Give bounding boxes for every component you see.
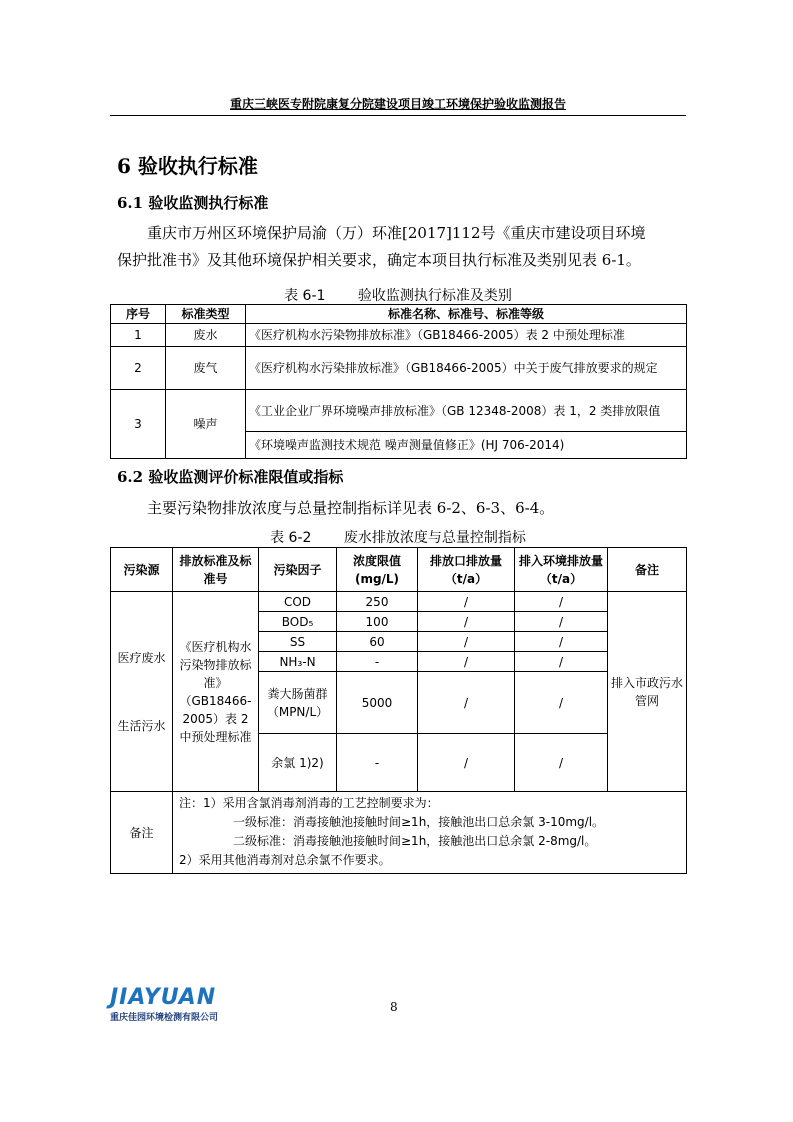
outlet-discharge: /	[418, 734, 515, 792]
paragraph-line-2: 保护批准书》及其他环境保护相关要求，确定本项目执行标准及类别见表 6-1。	[117, 251, 641, 269]
note-line: 二级标准：消毒接触池接触时间≥1h，接触池出口总余氯 2-8mg/l。	[233, 834, 597, 848]
notes-cell	[173, 792, 687, 874]
subsection-6-2-paragraph: 主要污染物排放浓度与总量控制指标详见表 6-2、6-3、6-4。	[147, 499, 555, 517]
subsection-6-2-heading: 6.2 验收监测评价标准限值或指标	[117, 468, 344, 486]
table-6-1	[110, 304, 687, 459]
table-row	[111, 324, 687, 347]
table-row	[111, 592, 687, 612]
row-number: 2	[111, 347, 166, 390]
pollution-factor: 粪大肠菌群（MPN/L）	[259, 672, 337, 734]
table-row	[111, 347, 687, 390]
table-header-cell: 污染因子	[259, 548, 337, 592]
section-heading: 6 验收执行标准	[117, 154, 258, 178]
standard-name: 《环境噪声监测技术规范 噪声测量值修正》(HJ 706-2014)	[246, 432, 687, 459]
standard-name: 《医疗机构水污染排放标准》（GB18466-2005）中关于废气排放要求的规定	[246, 347, 687, 390]
concentration-limit: 100	[337, 612, 418, 632]
standard-name: 《工业企业厂界环境噪声排放标准》（GB 12348-2008）表 1，2 类排放限值	[246, 390, 687, 432]
note-line: 注：1）采用含氯消毒剂消毒的工艺控制要求为：	[179, 796, 439, 810]
concentration-limit: -	[337, 652, 418, 672]
pollution-source-cell	[111, 592, 173, 792]
concentration-limit: -	[337, 734, 418, 792]
outlet-discharge: /	[418, 632, 515, 652]
paragraph-line-1: 重庆市万州区环境保护局渝（万）环准[2017]112号《重庆市建设项目环境	[147, 224, 646, 242]
table-header-cell: 污染源	[111, 548, 173, 592]
subsection-6-1-heading: 6.1 验收监测执行标准	[117, 194, 269, 212]
note-line: 一级标准：消毒接触池接触时间≥1h，接触池出口总余氯 3-10mg/l。	[233, 815, 605, 829]
environment-discharge: /	[515, 612, 608, 632]
page-number: 8	[390, 1000, 398, 1014]
table-header-cell: 排入环境排放量（t/a）	[515, 548, 608, 592]
table-6-2-caption	[110, 527, 686, 547]
report-header: 重庆三峡医专附院康复分院建设项目竣工环境保护验收监测报告	[229, 97, 566, 111]
environment-discharge: /	[515, 592, 608, 612]
outlet-discharge: /	[418, 612, 515, 632]
pollution-source-domestic: 生活污水	[117, 718, 166, 733]
table-6-1-caption	[110, 285, 686, 305]
concentration-limit: 250	[337, 592, 418, 612]
logo-wordmark: JIAYUAN	[110, 985, 217, 1010]
row-number: 1	[111, 324, 166, 347]
table-header-cell: 排放标准及标准号	[173, 548, 259, 592]
discharge-standard: 《医疗机构水污染物排放标准》（GB18466-2005）表 2 中预处理标准	[173, 592, 259, 792]
environment-discharge: /	[515, 652, 608, 672]
remark: 排入市政污水管网	[608, 592, 687, 792]
standard-type: 废水	[166, 324, 246, 347]
concentration-limit: 60	[337, 632, 418, 652]
company-logo	[110, 985, 218, 1023]
pollution-factor: SS	[259, 632, 337, 652]
table-header-cell: 标准名称、标准号、标准等级	[246, 305, 687, 324]
note-line: 2）采用其他消毒剂对总余氯不作要求。	[179, 853, 391, 867]
notes-label: 备注	[111, 792, 173, 874]
standard-type: 噪声	[166, 390, 246, 459]
standard-type: 废气	[166, 347, 246, 390]
outlet-discharge: /	[418, 672, 515, 734]
table-header-cell: 序号	[111, 305, 166, 324]
notes-row	[111, 792, 687, 874]
table-header-cell: 排放口排放量（t/a）	[418, 548, 515, 592]
pollution-factor: BOD₅	[259, 612, 337, 632]
pollution-factor: 余氯 1)2)	[259, 734, 337, 792]
table-header-cell: 标准类型	[166, 305, 246, 324]
table-6-1-number: 表 6-1	[284, 288, 326, 304]
outlet-discharge: /	[418, 652, 515, 672]
table-6-1-title: 验收监测执行标准及类别	[357, 288, 512, 304]
table-header-cell: 浓度限值(mg/L)	[337, 548, 418, 592]
outlet-discharge: /	[418, 592, 515, 612]
table-header-cell: 备注	[608, 548, 687, 592]
standard-name: 《医疗机构水污染物排放标准》（GB18466-2005）表 2 中预处理标准	[246, 324, 687, 347]
concentration-limit: 5000	[337, 672, 418, 734]
environment-discharge: /	[515, 672, 608, 734]
environment-discharge: /	[515, 734, 608, 792]
pollution-factor: COD	[259, 592, 337, 612]
company-name: 重庆佳园环境检测有限公司	[110, 1013, 219, 1023]
header-rule	[110, 115, 686, 116]
table-6-2-number: 表 6-2	[270, 530, 312, 546]
pollution-factor: NH₃-N	[259, 652, 337, 672]
table-row	[111, 390, 687, 432]
table-6-2-title: 废水排放浓度与总量控制指标	[343, 530, 526, 546]
table-6-2	[110, 547, 687, 874]
row-number: 3	[111, 390, 166, 459]
environment-discharge: /	[515, 632, 608, 652]
pollution-source-medical: 医疗废水	[117, 650, 166, 665]
subsection-6-1-paragraph	[117, 220, 687, 274]
